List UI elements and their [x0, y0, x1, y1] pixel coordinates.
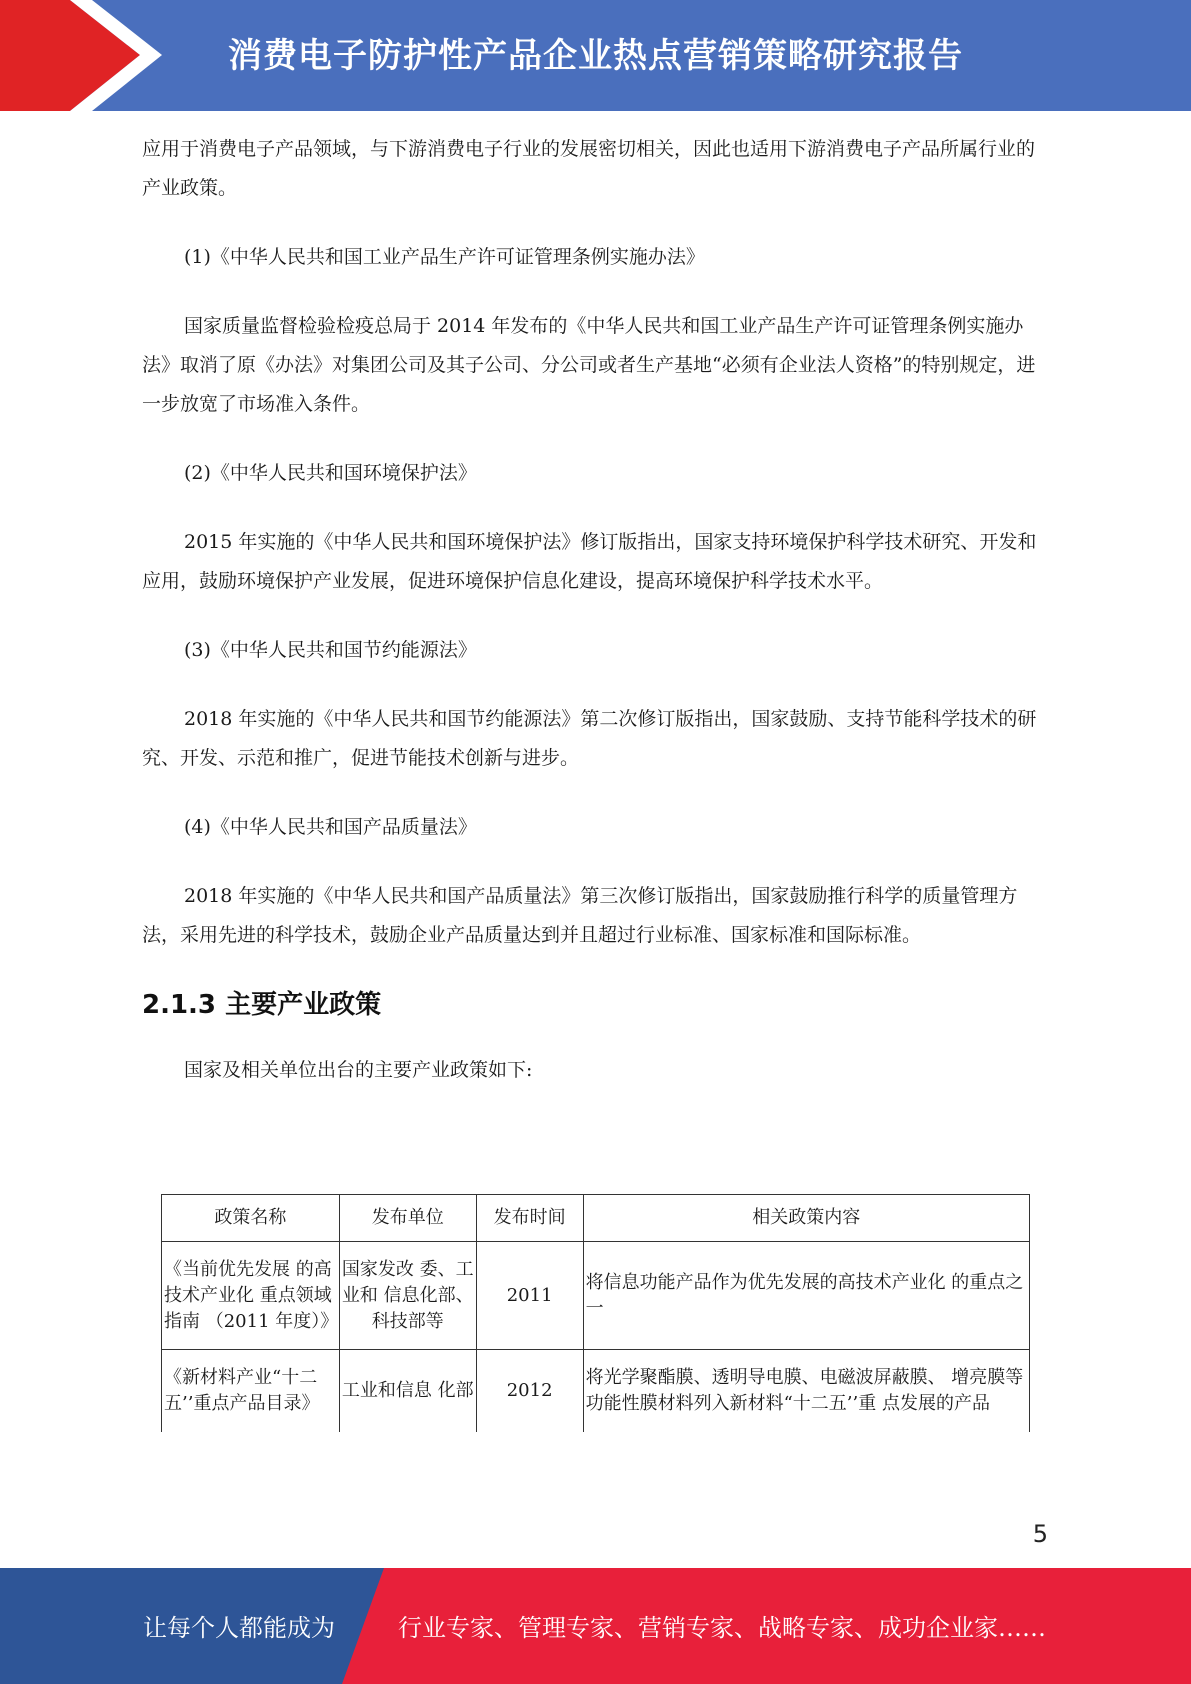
law-heading-2: (2)《中华人民共和国环境保护法》: [184, 462, 477, 484]
policy-name-cell: 《当前优先发展 的高技术产业化 重点领域指南 （2011 年度）》: [162, 1242, 340, 1350]
table-header-row: [162, 1195, 1030, 1242]
section-heading: 2.1.3 主要产业政策: [142, 990, 382, 1020]
column-header: 相关政策内容: [583, 1195, 1029, 1242]
issuer-cell: 工业和信息 化部: [339, 1350, 476, 1432]
document-body: [142, 130, 1047, 1090]
column-header: 发布时间: [476, 1195, 583, 1242]
year-cell: 2012: [476, 1350, 583, 1432]
table-row: [162, 1350, 1030, 1432]
report-title: 消费电子防护性产品企业热点营销策略研究报告: [228, 36, 963, 76]
page-number: 5: [1032, 1520, 1048, 1548]
column-header: 政策名称: [162, 1195, 340, 1242]
paragraph-law-2: 2015 年实施的《中华人民共和国环境保护法》修订版指出，国家支持环境保护科学技术研究、开发和应用，鼓励环境保护产业发展，促进环境保护信息化建设，提高环境保护科学技术水平。: [142, 531, 1037, 592]
footer-slogan-right: 行业专家、管理专家、营销专家、战略专家、成功企业家……: [398, 1614, 1046, 1642]
policy-name-cell: 《新材料产业“十二五’’重点产品目录》: [162, 1350, 340, 1432]
table-row: [162, 1242, 1030, 1350]
page-footer: [0, 1568, 1191, 1684]
law-heading-3: (3)《中华人民共和国节约能源法》: [184, 639, 477, 661]
page-header: [0, 0, 1191, 111]
policy-table: [161, 1194, 1030, 1432]
year-cell: 2011: [476, 1242, 583, 1350]
paragraph-continuation: 应用于消费电子产品领域，与下游消费电子行业的发展密切相关，因此也适用下游消费电子产品所属行业的产业政策。: [142, 138, 1036, 199]
footer-slogan-left: 让每个人都能成为: [143, 1614, 335, 1642]
paragraph-law-4: 2018 年实施的《中华人民共和国产品质量法》第三次修订版指出，国家鼓励推行科学的质量管理方法，采用先进的科学技术，鼓励企业产品质量达到并且超过行业标准、国家标准和国际标准。: [142, 885, 1018, 946]
table-intro: 国家及相关单位出台的主要产业政策如下:: [184, 1059, 533, 1081]
law-heading-1: (1)《中华人民共和国工业产品生产许可证管理条例实施办法》: [184, 246, 705, 268]
issuer-cell: 国家发改 委、工业和 信息化部、 科技部等: [339, 1242, 476, 1350]
paragraph-law-1: 国家质量监督检验检疫总局于 2014 年发布的《中华人民共和国工业产品生产许可证管理条例实施办法》取消了原《办法》对集团公司及其子公司、分公司或者生产基地“必须有企业法人资格”的特别规定，进一步放宽了市场准入条件。: [142, 315, 1036, 415]
content-cell: 将光学聚酯膜、透明导电膜、电磁波屏蔽膜、 增亮膜等功能性膜材料列入新材料“十二五’’重 点发展的产品: [583, 1350, 1029, 1432]
column-header: 发布单位: [339, 1195, 476, 1242]
law-heading-4: (4)《中华人民共和国产品质量法》: [184, 816, 477, 838]
content-cell: 将信息功能产品作为优先发展的高技术产业化 的重点之一: [583, 1242, 1029, 1350]
paragraph-law-3: 2018 年实施的《中华人民共和国节约能源法》第二次修订版指出，国家鼓励、支持节能科学技术的研究、开发、示范和推广，促进节能技术创新与进步。: [142, 708, 1037, 769]
